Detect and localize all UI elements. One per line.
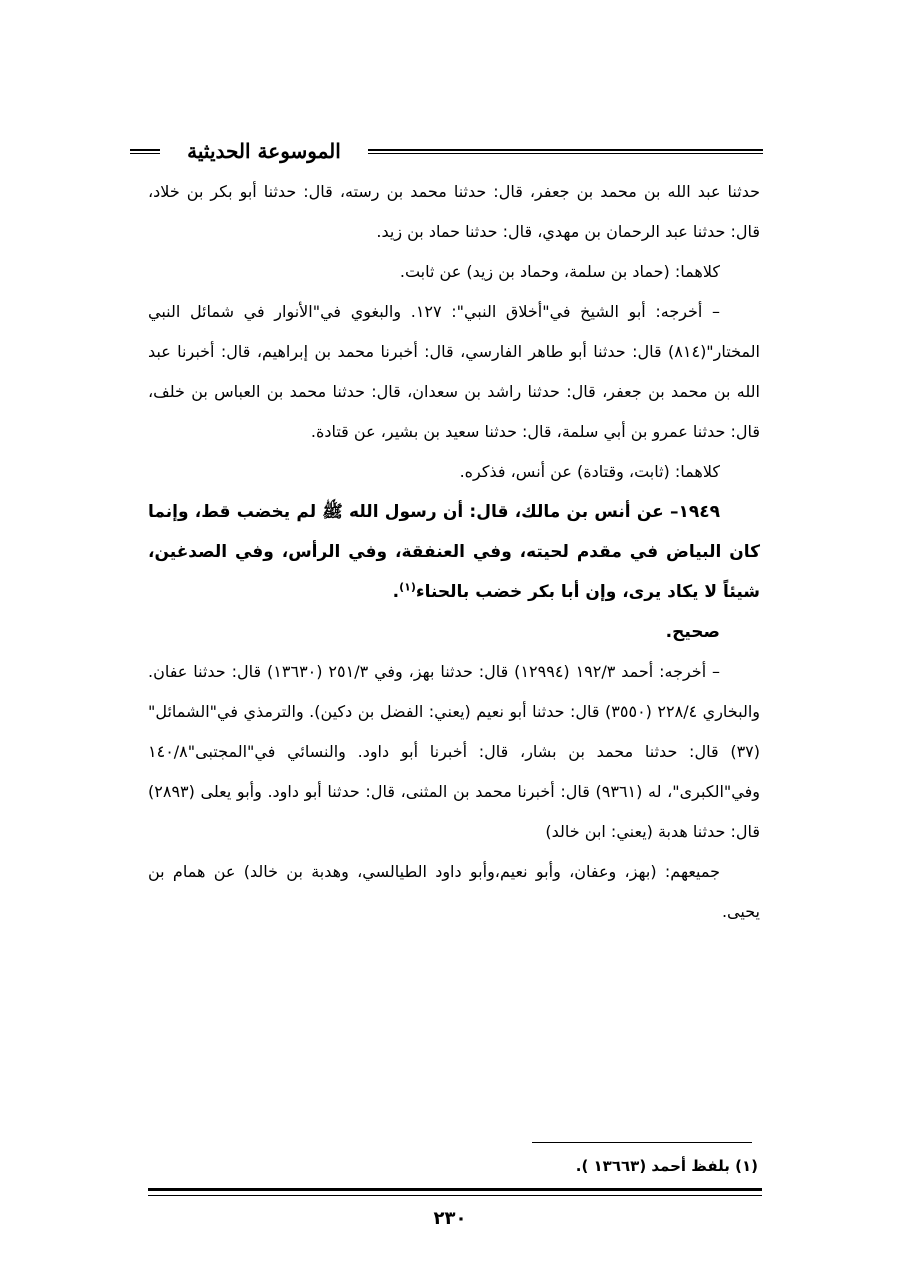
header-rule-left xyxy=(130,149,160,154)
paragraph-all-narrators: جميعهم: (بهز، وعفان، وأبو نعيم،وأبو داود الطيالسي، وهدبة بن خالد) عن همام بن يحيى. xyxy=(148,862,760,921)
footnote: (١) بلفظ أحمد (١٣٦٦٣ ). xyxy=(575,1157,758,1175)
paragraph-both-sources: كلاهما: (ثابت، وقتادة) عن أنس، فذكره. xyxy=(459,462,720,481)
header-rule-right xyxy=(368,149,763,154)
paragraph-both-narrators: كلاهما: (حماد بن سلمة، وحماد بن زيد) عن ثابت. xyxy=(399,262,720,281)
paragraph-takhrij-2: – أخرجه: أحمد ١٩٢/٣ (١٢٩٩٤) قال: حدثنا بهز، وفي ٢٥١/٣ (١٣٦٣٠) قال: حدثنا عفان. والبخاري ٢٢٨/٤ (٣٥٥٠) قال: حدثنا أبو نعيم (يعني: الفضل بن دكين). والترمذي في"الشمائل"(٣٧) قال: حدثنا محمد بن بشار، قال: أخبرنا أبو داود. والنسائي في"المجتبى"١٤٠/٨ وفي"الكبرى"، له (٩٣٦١) قال: أخبرنا محمد بن المثنى، قال: حدثنا أبو داود. وأبو يعلى (٢٨٩٣) قال: حدثنا هدبة (يعني: ابن خالد) xyxy=(148,662,761,841)
footnote-separator xyxy=(532,1142,752,1143)
hadith-body: ١٩٤٩– عن أنس بن مالك، قال: أن رسول الله ﷺ لم يخضب قط، وإنما كان البياض في مقدم لحيته، وفي العنفقة، وفي الرأس، وفي الصدغين، شيئاً لا يكاد يرى، وإن أبا بكر خضب بالحناء xyxy=(148,502,760,602)
running-title: الموسوعة الحديثية xyxy=(187,139,341,163)
bottom-rule-thin xyxy=(148,1195,762,1196)
paragraph-takhrij-1: – أخرجه: أبو الشيخ في"أخلاق النبي": ١٢٧. والبغوي في"الأنوار في شمائل النبي المختار"(٨١٤) قال: حدثنا أبو طاهر الفارسي، قال: أخبرنا محمد بن إبراهيم، قال: أخبرنا عبد الله بن محمد بن جعفر، قال: حدثنا راشد بن سعدان، قال: حدثنا محمد بن العباس بن خلف، قال: حدثنا عمرو بن أبي سلمة، قال: حدثنا سعيد بن بشير، عن قتادة. xyxy=(148,302,760,441)
hadith-grade: صحيح. xyxy=(665,622,720,642)
bottom-rule-thick xyxy=(148,1188,762,1191)
hadith-text: ١٩٤٩– عن أنس بن مالك، قال: أن رسول الله ﷺ لم يخضب قط، وإنما كان البياض في مقدم لحيته، وفي العنفقة، وفي الرأس، وفي الصدغين، شيئاً لا يكاد يرى، وإن أبا بكر خضب بالحناء$^{(١)}$. xyxy=(148,502,760,602)
page-number: ٢٣٠ xyxy=(433,1208,467,1229)
paragraph-chain-1: حدثنا عبد الله بن محمد بن جعفر، قال: حدثنا محمد بن رسته، قال: حدثنا أبو بكر بن خلاد، قال: حدثنا عبد الرحمان بن مهدي، قال: حدثنا حماد بن زيد. xyxy=(148,182,760,241)
footnote-marker[interactable]: (١) xyxy=(399,580,416,594)
main-text xyxy=(148,172,760,932)
